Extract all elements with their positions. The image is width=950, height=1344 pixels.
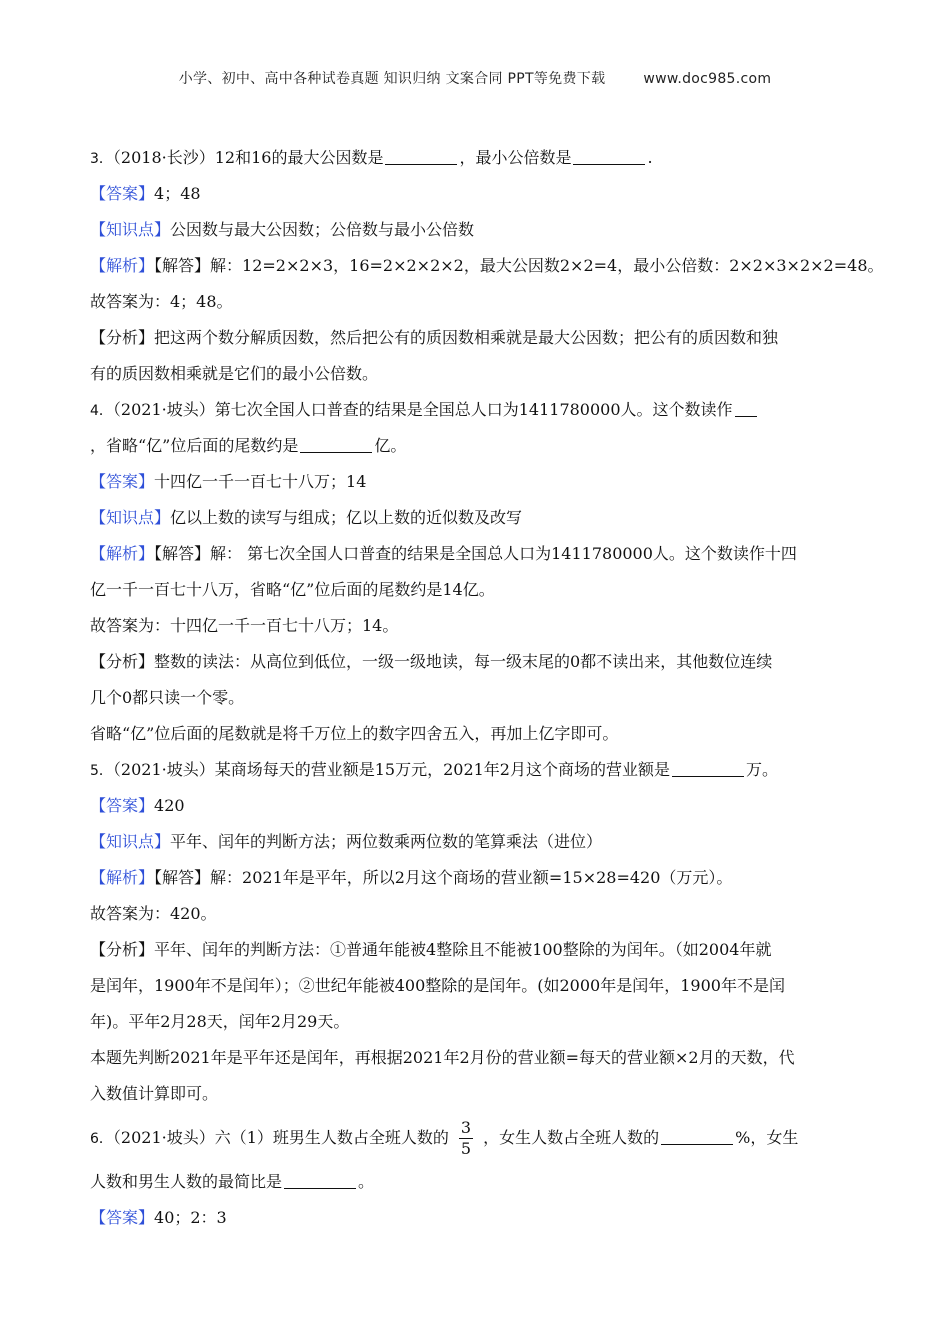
q5-reason-4: 本题先判断2021年是平年还是闰年，再根据2021年2月份的营业额=每天的营业额×2月的天数，代 — [90, 1048, 795, 1067]
header-text: 小学、初中、高中各种试卷真题 知识归纳 文案合同 PPT等免费下载 — [178, 71, 606, 87]
q6-blank-1 — [661, 1128, 733, 1145]
q4-blank-1 — [735, 400, 757, 417]
q3-reason-1 — [90, 320, 860, 356]
q4-analysis-1 — [90, 536, 860, 572]
q6-text-e: 。 — [358, 1172, 375, 1191]
solution-tag: 【解答】 — [154, 868, 211, 887]
q3-number: 3． — [90, 151, 113, 167]
knowledge-tag: 【知识点】 — [90, 508, 171, 527]
q5-blank-1 — [672, 760, 744, 777]
q3-answer — [90, 176, 860, 212]
q3-reason-2: 有的质因数相乘就是它们的最小公倍数。 — [90, 364, 379, 383]
q6-number: 6． — [90, 1131, 113, 1147]
q4-number: 4． — [90, 403, 113, 419]
q3-blank-2 — [573, 148, 645, 165]
q5-number: 5． — [90, 763, 113, 779]
q5-analysis-text: 解：2021年是平年，所以2月这个商场的营业额=15×28=420（万元）。 — [210, 868, 733, 887]
solution-tag: 【解答】 — [154, 544, 211, 563]
solution-tag: 【解答】 — [154, 256, 211, 275]
q5-analysis — [90, 860, 860, 896]
q4-knowledge — [90, 500, 860, 536]
q4-conclusion: 故答案为：十四亿一千一百七十八万；14。 — [90, 616, 399, 635]
q3-analysis-text: 解：12=2×2×3，16=2×2×2×2，最大公因数2×2=4，最小公倍数：2×2×3×2×2=48。 — [210, 256, 884, 275]
q3-answer-text: 4；48 — [154, 184, 201, 203]
q5-knowledge — [90, 824, 860, 860]
reason-tag: 【分析】 — [90, 328, 155, 347]
q6-fraction-numerator: 3 — [460, 1118, 472, 1137]
analysis-tag: 【解析】 — [90, 256, 155, 275]
q4-reason-3: 省略“亿”位后面的尾数就是将千万位上的数字四舍五入，再加上亿字即可。 — [90, 724, 619, 743]
q6-text-d: 人数和男生人数的最简比是 — [90, 1172, 283, 1191]
q6-fraction — [459, 1118, 473, 1159]
q3-knowledge-text: 公因数与最大公因数；公倍数与最小公倍数 — [170, 220, 475, 239]
q4-analysis-text-1: 解： 第七次全国人口普查的结果是全国总人口为1411780000人。这个数读作十四 — [210, 544, 797, 563]
q5-text-b: 万。 — [746, 760, 779, 779]
q6-text-b: ，女生人数占全班人数的 — [483, 1128, 660, 1147]
document-content — [90, 140, 884, 1236]
q5-reason-5: 入数值计算即可。 — [90, 1084, 219, 1103]
analysis-tag: 【解析】 — [90, 868, 155, 887]
q4-question-cont — [90, 428, 860, 464]
q4-reason-1 — [90, 644, 860, 680]
q5-reason-1 — [90, 932, 860, 968]
answer-tag: 【答案】 — [90, 472, 155, 491]
q5-text-a: （2021·坡头）某商场每天的营业额是15万元，2021年2月这个商场的营业额是 — [112, 760, 670, 779]
q3-text-b: ，最小公倍数是 — [459, 148, 572, 167]
q4-text-b: ，省略“亿”位后面的尾数约是 — [90, 436, 299, 455]
header-site-link[interactable]: www.doc985.com — [643, 71, 772, 87]
reason-tag: 【分析】 — [90, 940, 155, 959]
q3-knowledge — [90, 212, 860, 248]
q4-reason-text-1: 整数的读法：从高位到低位，一级一级地读，每一级末尾的0都不读出来，其他数位连续 — [154, 652, 773, 671]
q5-answer-text: 420 — [154, 796, 185, 815]
q5-reason-2: 是闰年，1900年不是闰年）；②世纪年能被400整除的是闰年。(如2000年是闰年，1900年不是闰 — [90, 976, 785, 995]
answer-tag: 【答案】 — [90, 1208, 155, 1227]
q6-question — [90, 1112, 860, 1164]
q4-answer-text: 十四亿一千一百七十八万；14 — [154, 472, 367, 491]
q4-question — [90, 392, 860, 428]
reason-tag: 【分析】 — [90, 652, 155, 671]
q3-text-a: （2018·长沙）12和16的最大公因数是 — [112, 148, 384, 167]
q3-blank-1 — [385, 148, 457, 165]
q6-answer — [90, 1200, 860, 1236]
analysis-tag: 【解析】 — [90, 544, 155, 563]
answer-tag: 【答案】 — [90, 184, 155, 203]
answer-tag: 【答案】 — [90, 796, 155, 815]
q5-knowledge-text: 平年、闰年的判断方法；两位数乘两位数的笔算乘法（进位） — [170, 832, 603, 851]
q4-answer — [90, 464, 860, 500]
q3-conclusion: 故答案为：4；48。 — [90, 292, 233, 311]
q6-answer-text: 40；2：3 — [154, 1208, 227, 1227]
q6-question-cont — [90, 1164, 860, 1200]
q3-text-c: . — [647, 148, 653, 167]
knowledge-tag: 【知识点】 — [90, 220, 171, 239]
q5-reason-text-1: 平年、闰年的判断方法：①普通年能被4整除且不能被100整除的为闰年。（如2004年就 — [154, 940, 772, 959]
page-header — [0, 68, 950, 88]
knowledge-tag: 【知识点】 — [90, 832, 171, 851]
q3-analysis — [90, 248, 884, 284]
q3-reason-text-1: 把这两个数分解质因数，然后把公有的质因数相乘就是最大公因数；把公有的质因数和独 — [154, 328, 779, 347]
q4-text-a: （2021·坡头）第七次全国人口普查的结果是全国总人口为1411780000人。这个数读作 — [112, 400, 733, 419]
q6-blank-2 — [284, 1172, 356, 1189]
q3-question — [90, 140, 860, 176]
q5-reason-3: 年)。平年2月28天，闰年2月29天。 — [90, 1012, 350, 1031]
q5-conclusion: 故答案为：420。 — [90, 904, 217, 923]
q4-blank-2 — [300, 436, 372, 453]
q4-reason-2: 几个0都只读一个零。 — [90, 688, 245, 707]
q6-text-c: %，女生 — [735, 1128, 799, 1147]
q5-question — [90, 752, 860, 788]
q4-knowledge-text: 亿以上数的读写与组成；亿以上数的近似数及改写 — [170, 508, 523, 527]
q4-text-c: 亿。 — [374, 436, 407, 455]
q4-analysis-2: 亿一千一百七十八万，省略“亿”位后面的尾数约是14亿。 — [90, 580, 495, 599]
q5-answer — [90, 788, 860, 824]
q6-text-a: （2021·坡头）六（1）班男生人数占全班人数的 — [112, 1128, 449, 1147]
q6-fraction-denominator: 5 — [460, 1139, 472, 1158]
